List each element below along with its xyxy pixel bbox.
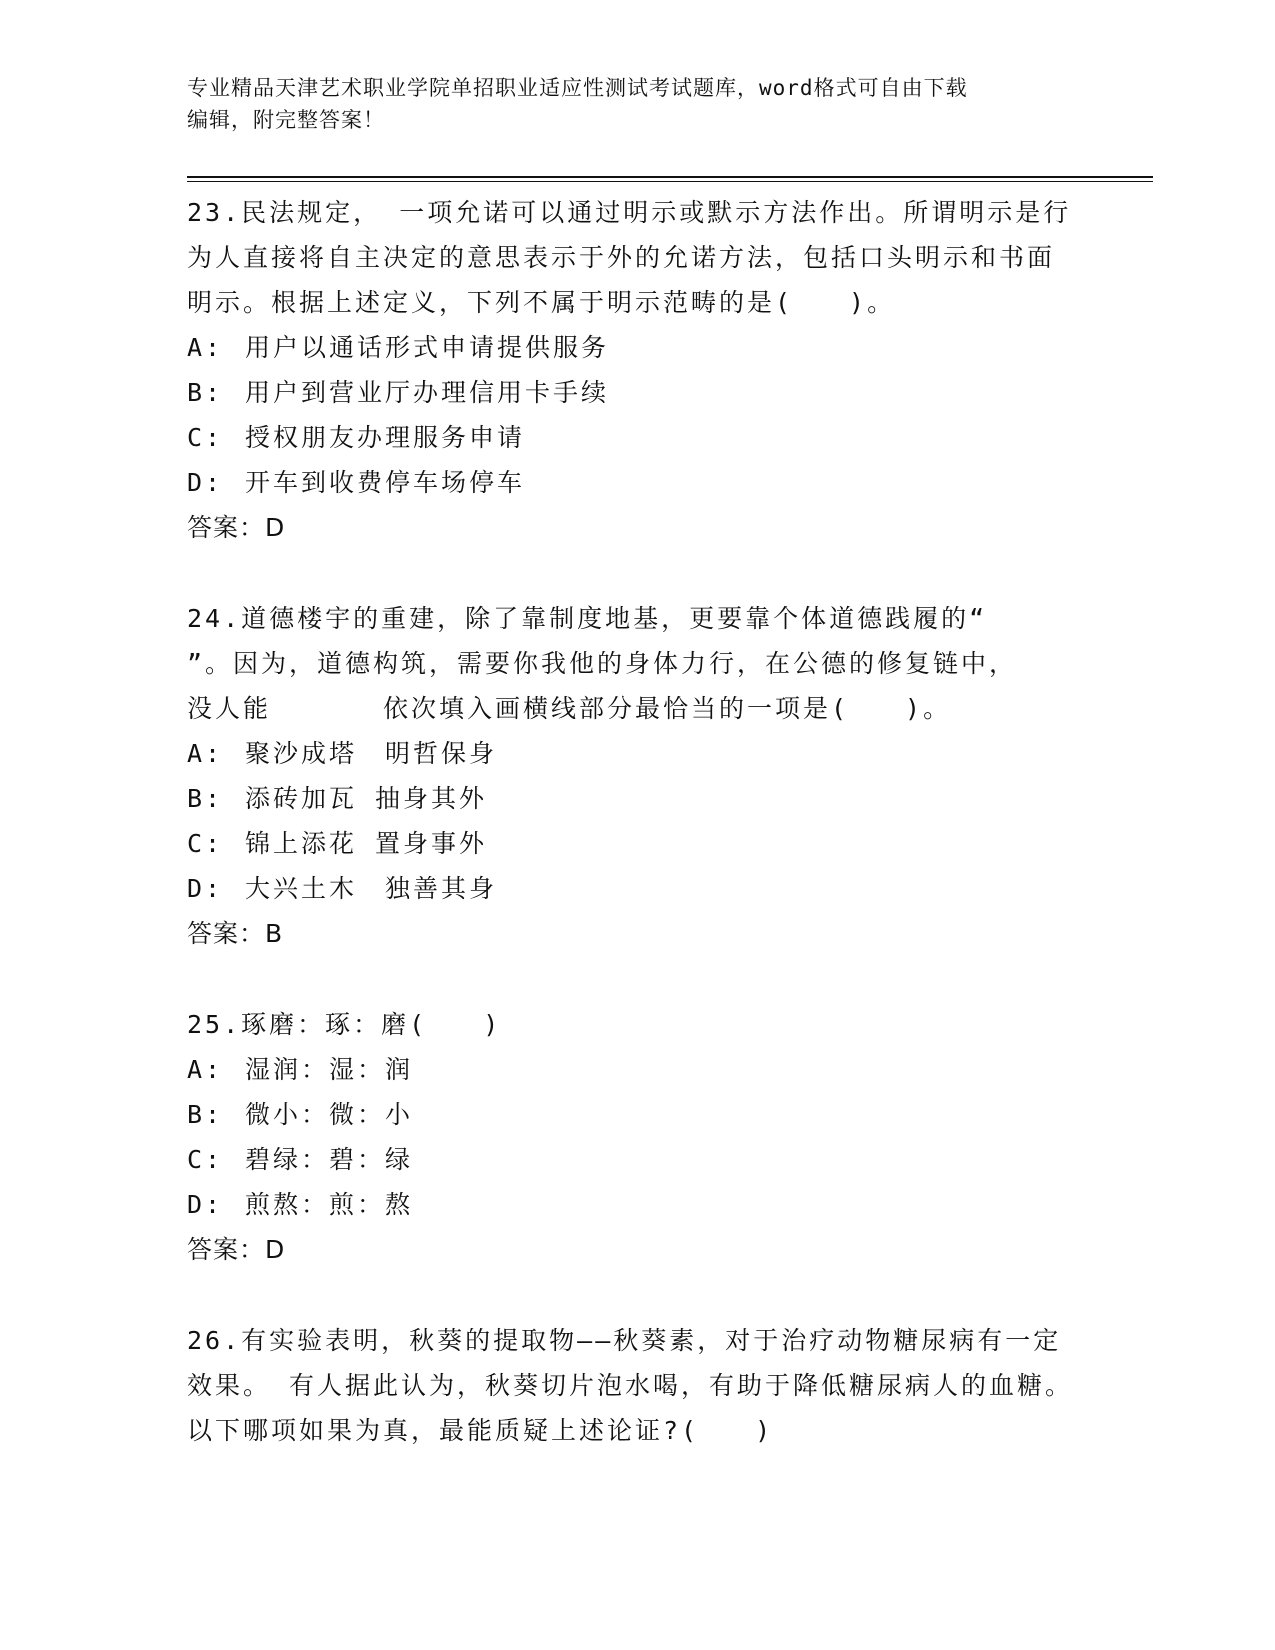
option-text: 微小：微：小 bbox=[245, 1100, 414, 1129]
option-text: 开车到收费停车场停车 bbox=[245, 468, 526, 497]
answer-line: 答案：D bbox=[187, 1235, 286, 1264]
question-stem: 23.民法规定， 一项允诺可以通过明示或默示方法作出。所谓明示是行为人直接将自主决定的意思表示于外的允诺方法，包括口头明示和书面明示。根据上述定义，下列不属于明示范畴的是( )。 bbox=[187, 198, 1072, 317]
header-line-2: 编辑，附完整答案！ bbox=[187, 108, 385, 132]
option-key: C: bbox=[187, 423, 224, 452]
option-c bbox=[187, 1137, 1087, 1182]
option-text: 湿润：湿：润 bbox=[245, 1055, 414, 1084]
option-text: 添砖加瓦 抽身其外 bbox=[245, 784, 488, 813]
question-stem: 24.道德楼宇的重建，除了靠制度地基，更要靠个体道德践履的“ ”。因为，道德构筑，需要你我他的身体力行，在公德的修复链中， 没人能 依次填入画横线部分最恰当的一项是( )。 bbox=[187, 604, 1018, 723]
option-key: D: bbox=[187, 1190, 224, 1219]
question-list bbox=[187, 190, 1087, 1499]
option-text: 授权朋友办理服务申请 bbox=[245, 423, 526, 452]
question-26 bbox=[187, 1318, 1087, 1453]
header-line-1: 专业精品天津艺术职业学院单招职业适应性测试考试题库，word格式可自由下载 bbox=[187, 76, 968, 100]
question-stem: 25.琢磨：琢：磨( ) bbox=[187, 1010, 502, 1039]
option-key: B: bbox=[187, 1100, 224, 1129]
header-divider-thin bbox=[187, 181, 1153, 182]
question-stem: 26.有实验表明，秋葵的提取物——秋葵素，对于治疗动物糖尿病有一定效果。 有人据此认为，秋葵切片泡水喝，有助于降低糖尿病人的血糖。以下哪项如果为真，最能质疑上述论证?( ) bbox=[187, 1326, 1074, 1445]
question-23 bbox=[187, 190, 1087, 550]
option-b bbox=[187, 1092, 1087, 1137]
option-text: 大兴土木 独善其身 bbox=[245, 874, 498, 903]
option-key: B: bbox=[187, 784, 224, 813]
option-c bbox=[187, 415, 1087, 460]
option-text: 煎熬：煎：熬 bbox=[245, 1190, 414, 1219]
option-text: 碧绿：碧：绿 bbox=[245, 1145, 414, 1174]
option-b bbox=[187, 776, 1087, 821]
option-text: 用户以通话形式申请提供服务 bbox=[245, 333, 610, 362]
option-text: 聚沙成塔 明哲保身 bbox=[245, 739, 498, 768]
answer-line: 答案：B bbox=[187, 919, 284, 948]
question-24 bbox=[187, 596, 1087, 956]
option-d bbox=[187, 1182, 1087, 1227]
header-divider-thick bbox=[187, 176, 1153, 178]
option-key: C: bbox=[187, 829, 224, 858]
option-c bbox=[187, 821, 1087, 866]
option-key: A: bbox=[187, 333, 224, 362]
option-b bbox=[187, 370, 1087, 415]
option-key: D: bbox=[187, 468, 224, 497]
option-d bbox=[187, 866, 1087, 911]
option-key: A: bbox=[187, 739, 224, 768]
option-text: 锦上添花 置身事外 bbox=[245, 829, 488, 858]
option-d bbox=[187, 460, 1087, 505]
option-key: B: bbox=[187, 378, 224, 407]
option-a bbox=[187, 325, 1087, 370]
option-text: 用户到营业厅办理信用卡手续 bbox=[245, 378, 610, 407]
option-a bbox=[187, 731, 1087, 776]
option-key: C: bbox=[187, 1145, 224, 1174]
document-header bbox=[187, 72, 1067, 136]
option-a bbox=[187, 1047, 1087, 1092]
answer-line: 答案：D bbox=[187, 513, 286, 542]
option-key: A: bbox=[187, 1055, 224, 1084]
question-25 bbox=[187, 1002, 1087, 1272]
option-key: D: bbox=[187, 874, 224, 903]
